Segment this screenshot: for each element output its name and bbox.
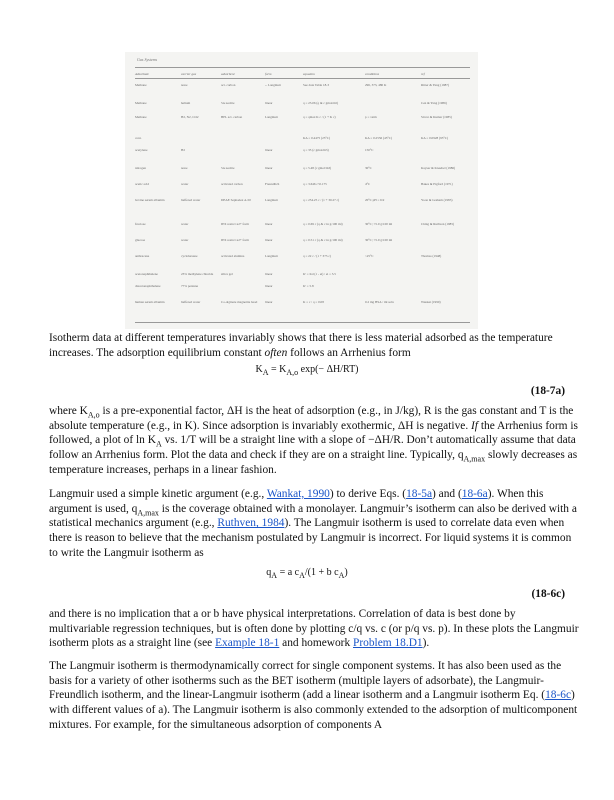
table-cell: 30°C; <5.0 g/100 ml [365,238,393,242]
table-cell: water [181,182,189,186]
table-cell: 5A zeolite [221,166,235,170]
link-eq-18-6c[interactable]: 18-6c [545,689,572,702]
table-cell: linear [265,284,273,288]
table-cell: Langmuir [265,254,279,258]
link-eq-18-5a[interactable]: 18-5a [406,488,433,500]
table-cell: q = 5.48 (c gmol/m3) [303,166,332,170]
table-cell: H2, N2, CO2 [181,115,199,119]
table-cell: q = 0.69 c (q & c in g/100 ml) [303,222,343,226]
table-caption: Gas Systems [137,57,158,62]
table-cell: q = 35 (c gmol/m3) [303,148,329,152]
link-wankat-1990[interactable]: Wankat, 1990 [266,488,330,500]
table-cell: q = 22 c / (1 + 375 c) [303,254,331,258]
table-cell: IEX resin Ca2+ form [221,222,249,226]
table-cell: KA = 0.2556 (45°C) [365,136,392,140]
table-cell: Methane [135,83,147,87]
table-cell: bovine serum albumin [135,198,165,202]
table-cell: p = 1atm [365,115,377,119]
table-cell: Methane [135,101,147,105]
table-cell: Co-alginate magnetite bead [221,300,258,304]
table-cell: Kayser & Knaebel (1986) [421,166,456,170]
table-cell: water [181,222,189,226]
link-problem-18-d1[interactable]: Problem 18.D1 [353,637,423,650]
table-cell: -- Langmuir [265,83,282,87]
table-cell: acetylene [135,148,148,152]
table-cell: DEAE Sephadex A-50 [221,198,251,202]
table-header-cell: ref [421,72,425,76]
table-cell: cont. [135,136,142,140]
table-cell: Langmuir [265,115,279,119]
table-cell: 296, 373, 480 K [365,83,387,87]
table-cell: acetonaphthalene [135,272,158,276]
table-header-cell: conditions [365,72,380,76]
table-cell: anthracene [135,254,150,258]
isotherm-table-image [125,52,478,329]
table-cell: linear [265,222,273,226]
table-header-cell: form [265,72,272,76]
equation-18-6c: $q_A = a$ $c_A/(1 + b$ $c_A$) [266,567,348,580]
table-cell: Thomas (1948) [421,254,442,258]
table-cell: activated carbon [221,182,243,186]
table-cell: K = c / q = 0.08 [303,300,324,304]
table-cell: 20°C pH = 6.9 [365,198,385,202]
table-cell: See data Table 18-3 [303,83,329,87]
table-cell: cyclohexane [181,254,198,258]
table-cell: IEX resin Ca2+ form [221,238,249,242]
equation-18-7a: $K_A = K_{A,o}$ exp(− ΔH/RT) [255,364,359,377]
table-cell: helium [181,101,191,105]
table-cell: Ritter & Yang (1987) [421,83,450,87]
table-cell: q = 254.25 c / (1 + 30.27 c) [303,198,340,202]
table-cell: Methane [135,115,147,119]
table-cell: silica gel [221,272,233,276]
table-cell: Langmuir [265,198,279,202]
table-cell: Ching & Ruthven (1985) [421,222,455,226]
table-cell: q = 3.646 c^0.175 [303,182,327,186]
table-header-cell: Adsorbate [135,72,149,76]
table-cell: 77% pentane [181,284,199,288]
table-cell: linear [265,166,273,170]
table-cell: Sircar & Kumar (1985) [421,115,452,119]
table-cell: q = 23.06 (q & c gmol/ml) [303,101,338,105]
link-ruthven-1984[interactable]: Ruthven, 1984 [217,517,285,530]
paragraph-correlation: and there is no implication that a or b have physical interpretations. Correlation of data is best done by multivariable regression techniques, but is often done by plotting c/q vs. c (or p/q vs. p). In these plots the Langmuir isotherm plots as a straight line (see Example 18-1 and homework Problem 18.D1). [49,608,579,650]
table-cell: glucose [135,238,146,242]
table-cell: KA = 0.4475 (25°C) [303,136,330,140]
table-cell: 23% methylene chloride [181,272,214,276]
table-cell: 30°C [365,166,372,170]
table-cell: K' = 5.8 [303,284,314,288]
table-cell: linear [265,101,273,105]
table-cell: buffered water [181,198,201,202]
table-cell: q = qmax K c / (1 + K c) [303,115,336,119]
link-example-18-1[interactable]: Example 18-1 [215,637,280,650]
paragraph-thermodynamic-correctness: The Langmuir isotherm is thermodynamically correct for single component systems. It has also been used as the basis for a variety of other isotherms such as the BET isotherm (multiple layers of adsorbate), the Langmuir-Freundlich isotherm, and the linear-Langmuir isotherm (add a linear isotherm and a Langmuir isotherm Eq. (18-6c) with different values of a). The Langmuir isotherm is also commonly extended to the adsorption of multicomponent mixtures. For example, for the simultaneous adsorption of components A [49,660,578,731]
table-cell: Wankat (1990) [421,300,441,304]
table-cell: K' = Kd (1 - ei) / ei = 3.5 [303,272,336,276]
table-cell: none [181,83,188,87]
table-cell: human serum albumin [135,300,165,304]
table-cell: Freundlich [265,182,280,186]
equation-label-18-7a: (18-7a) [530,385,565,397]
table-cell: linear [265,300,273,304]
paragraph-heat-of-adsorption: where $K_{A,o}$ is a pre-exponential factor, ΔH is the heat of adsorption (e.g., in J/kg), R is the gas constant and T is the absolute temperature (e.g., in K). Since adsorption is invariably exothermic, ΔH is negative. If the Arrhenius form is followed, a plot of $\ln K_A$ vs. 1/T will be a straight line with a slope of −ΔH/R. Don’t automatically assume that data follow an Arrhenius form. Plot the data and check if they are on a straight line. Typically, $q_{A,max}$ slowly decreases as temperature increases, perhaps in a linear fashion. [49,405,578,476]
paragraph-langmuir-derivation: Langmuir used a simple kinetic argument (e.g., Wankat, 1990) to derive Eqs. (18-5a) and (18-6a). When this argument is used, $q_{A,max}$ is the coverage obtained with a monolayer. Langmuir’s isotherm can also be derived with a statistical mechanics argument (e.g., Ruthven, 1984). The Langmuir isotherm is used to correlate data even when there is reason to believe that the mechanism postulated by Langmuir is incorrect. For liquid systems it is common to write the Langmuir isotherm as [49,488,577,559]
table-cell: activated alumina [221,254,245,258]
table-cell: nitrogen [135,166,146,170]
table-cell: 4°C [365,182,371,186]
paragraph-arrhenius-intro: Isotherm data at different temperatures invariably shows that there is less material adsorbed as the temperature increases. The adsorption equilibrium constant often follows an Arrhenius form [49,332,553,359]
table-cell: diacetonaphthalene [135,284,161,288]
table-cell: linear [265,238,273,242]
table-cell: water [181,238,189,242]
table-cell: H2 [181,148,186,152]
table-header-cell: adsorbent [221,72,235,76]
table-cell: KA = 0.0928 (95°C) [421,136,448,140]
table-cell: acetic acid [135,182,150,186]
table-cell: 0.2 mg HSA / ml soln [365,300,394,304]
table-header-rule [135,78,470,79]
equation-label-18-6c: (18-6c) [531,588,565,600]
link-eq-18-6a[interactable]: 18-6a [461,488,488,500]
table-cell: none [181,166,188,170]
table-bottom-rule [135,322,470,323]
table-cell: 30°C; <5.0 g/100 ml [365,222,393,226]
table-cell: q = 0.51 c (q & c in g/100 ml) [303,238,343,242]
table-cell: linear [265,148,273,152]
table-cell: act. carbon [221,83,236,87]
table-header-cell: equation [303,72,315,76]
table-cell: 5A zeolite [221,101,235,105]
table-cell: Cen & Yang (1986) [421,101,447,105]
table-cell: linear [265,272,273,276]
table-header-cell: carrier gas [181,72,197,76]
table-cell: buffered water [181,300,201,304]
table-cell: ~25°C [365,254,374,258]
table-cell: Bakes & Pigford (1971) [421,182,453,186]
table-cell: 150°C [365,148,374,152]
table-cell: BPL act. carbon [221,115,243,119]
table-cell: Yoon & Graham (1983) [421,198,453,202]
table-top-rule [135,67,470,68]
table-cell: fructose [135,222,146,226]
